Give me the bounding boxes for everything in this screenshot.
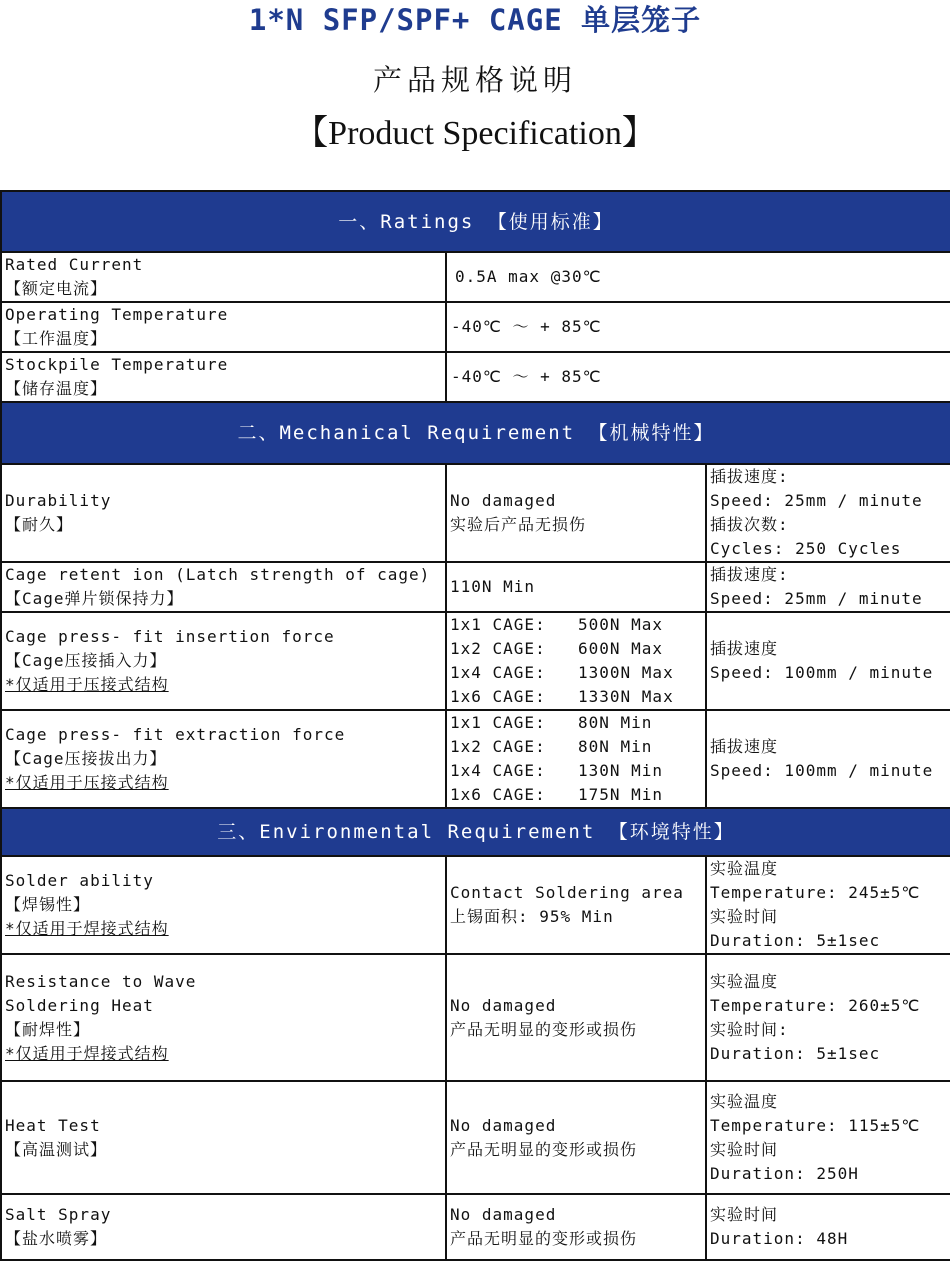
requirement-cell (446, 1081, 706, 1194)
table-row (1, 856, 950, 954)
condition-line: Temperature: 260±5℃ (710, 995, 921, 1015)
condition-cell (706, 464, 950, 562)
cage-requirement-line (450, 783, 705, 807)
requirement-cell (446, 562, 706, 612)
document-subtitle-en: 【Product Specification】 (294, 115, 656, 152)
cage-force: 600N Max (578, 639, 664, 658)
cage-size: 1x4 CAGE: (450, 761, 546, 780)
item-name-cn: 【耐焊性】 (5, 1019, 91, 1039)
condition-line: 实验时间: (710, 1019, 789, 1039)
table-row (1, 352, 950, 402)
table-row (1, 1194, 950, 1260)
cage-requirement-line (450, 661, 705, 685)
applicability-note: *仅适用于焊接式结构 (5, 1043, 169, 1063)
item-name-en: Cage press- fit insertion force (5, 627, 335, 646)
item-cell (1, 252, 446, 302)
condition-line: Speed: 100mm / minute (710, 761, 934, 780)
item-cell (1, 464, 446, 562)
requirement-line: 产品无明显的变形或损伤 (450, 1229, 638, 1248)
condition-line: Duration: 48H (710, 1229, 849, 1248)
cage-requirement-line (450, 637, 705, 661)
item-name-cn: 【储存温度】 (5, 379, 108, 398)
item-cell (1, 1081, 446, 1194)
table-row (1, 1081, 950, 1194)
condition-line: 插拔速度 (710, 737, 779, 756)
item-cell (1, 710, 446, 808)
applicability-note: *仅适用于压接式结构 (5, 773, 169, 792)
item-name-en: Resistance to Wave (5, 971, 197, 991)
table-row (1, 562, 950, 612)
cage-size: 1x4 CAGE: (450, 663, 546, 682)
condition-cell (706, 954, 950, 1081)
value-cell: 0.5A max @30℃ (446, 252, 950, 302)
cage-force: 80N Min (578, 713, 653, 732)
requirement-line: 110N Min (450, 577, 536, 596)
condition-line: 实验温度 (710, 971, 779, 991)
condition-line: 插拔速度: (710, 467, 789, 486)
condition-cell (706, 1194, 950, 1260)
item-cell (1, 562, 446, 612)
condition-line: 实验温度 (710, 1091, 779, 1111)
condition-line: 实验温度 (710, 859, 779, 878)
item-cell (1, 954, 446, 1081)
table-row (1, 710, 950, 808)
condition-line: Duration: 5±1sec (710, 1043, 881, 1063)
requirement-cell (446, 954, 706, 1081)
item-name-cn: 【工作温度】 (5, 329, 108, 348)
section-header-environmental (1, 808, 950, 856)
item-name-en: Durability (5, 491, 112, 510)
item-cell (1, 352, 446, 402)
cage-force: 130N Min (578, 761, 664, 780)
value-cell: -40℃ ～ + 85℃ (446, 302, 950, 352)
condition-line: Speed: 25mm / minute (710, 589, 923, 608)
item-name-cn: 【Cage压接拔出力】 (5, 749, 167, 768)
item-name-cn: 【Cage压接插入力】 (5, 651, 167, 670)
cage-size: 1x1 CAGE: (450, 615, 546, 634)
requirement-line: No damaged (450, 995, 557, 1015)
requirement-line: No damaged (450, 1115, 557, 1135)
requirement-cell (446, 1194, 706, 1260)
condition-cell (706, 612, 950, 710)
item-name-en: Stockpile Temperature (5, 355, 229, 374)
item-cell (1, 856, 446, 954)
item-name-en: Salt Spray (5, 1205, 112, 1224)
table-row (1, 464, 950, 562)
cage-requirement-line (450, 759, 705, 783)
table-row (1, 302, 950, 352)
item-name-cn: 【焊锡性】 (5, 895, 91, 914)
condition-line: Duration: 5±1sec (710, 931, 881, 950)
section-title: 三、Environmental Requirement 【环境特性】 (1, 808, 950, 856)
item-name-en: Heat Test (5, 1115, 101, 1135)
condition-line: 插拔速度 (710, 639, 779, 658)
requirement-cell (446, 710, 706, 808)
condition-cell (706, 856, 950, 954)
cage-force: 500N Max (578, 615, 664, 634)
item-name-cn: 【耐久】 (5, 515, 74, 534)
cage-force: 1330N Max (578, 687, 674, 706)
item-name-cn: 【高温测试】 (5, 1139, 108, 1159)
cage-size: 1x6 CAGE: (450, 687, 546, 706)
cage-size: 1x6 CAGE: (450, 785, 546, 804)
table-row (1, 954, 950, 1081)
requirement-line: 实验后产品无损伤 (450, 515, 587, 534)
requirement-cell (446, 464, 706, 562)
section-title: 一、Ratings 【使用标准】 (1, 191, 950, 252)
item-cell (1, 1194, 446, 1260)
item-name-en: Rated Current (5, 255, 144, 274)
item-name-cn: 【盐水喷雾】 (5, 1229, 108, 1248)
item-name-en: Cage press- fit extraction force (5, 725, 346, 744)
item-name-en: Operating Temperature (5, 305, 229, 324)
cage-size: 1x2 CAGE: (450, 639, 546, 658)
table-row (1, 612, 950, 710)
condition-line: 实验时间 (710, 1205, 779, 1224)
document-subtitle-cn: 产品规格说明 (372, 63, 577, 97)
cage-requirement-line (450, 613, 705, 637)
item-cell (1, 302, 446, 352)
condition-line: 插拔速度: (710, 565, 789, 584)
item-name-en: Soldering Heat (5, 995, 154, 1015)
cage-requirement-line (450, 735, 705, 759)
cage-force: 175N Min (578, 785, 664, 804)
condition-line: Temperature: 245±5℃ (710, 883, 921, 902)
cage-requirement-line (450, 711, 705, 735)
cage-requirement-line (450, 685, 705, 709)
condition-line: 实验时间 (710, 1139, 779, 1159)
requirement-line: Contact Soldering area (450, 883, 684, 902)
cage-force: 80N Min (578, 737, 653, 756)
item-name-cn: 【额定电流】 (5, 279, 108, 298)
value-cell: -40℃ ～ + 85℃ (446, 352, 950, 402)
cage-force: 1300N Max (578, 663, 674, 682)
applicability-note: *仅适用于焊接式结构 (5, 919, 169, 938)
table-row (1, 252, 950, 302)
condition-line: Temperature: 115±5℃ (710, 1115, 921, 1135)
cage-size: 1x2 CAGE: (450, 737, 546, 756)
requirement-line: 上锡面积: 95% Min (450, 907, 614, 926)
requirement-line: No damaged (450, 491, 557, 510)
condition-line: 插拔次数: (710, 515, 789, 534)
condition-line: Duration: 250H (710, 1163, 859, 1183)
condition-cell (706, 710, 950, 808)
condition-cell (706, 562, 950, 612)
section-title: 二、Mechanical Requirement 【机械特性】 (1, 402, 950, 464)
item-cell (1, 612, 446, 710)
requirement-line: No damaged (450, 1205, 557, 1224)
condition-line: Cycles: 250 Cycles (710, 539, 902, 558)
requirement-line: 产品无明显的变形或损伤 (450, 1139, 638, 1159)
condition-cell (706, 1081, 950, 1194)
item-name-en: Solder ability (5, 871, 154, 890)
item-name-cn: 【Cage弹片锁保持力】 (5, 589, 184, 608)
specification-table (0, 190, 950, 1261)
requirement-line: 产品无明显的变形或损伤 (450, 1019, 638, 1039)
condition-line: Speed: 25mm / minute (710, 491, 923, 510)
condition-line: Speed: 100mm / minute (710, 663, 934, 682)
document-title: 1*N SFP/SPF+ CAGE 单层笼子 (248, 3, 702, 37)
section-header-mechanical (1, 402, 950, 464)
applicability-note: *仅适用于压接式结构 (5, 675, 169, 694)
requirement-cell (446, 612, 706, 710)
requirement-cell (446, 856, 706, 954)
section-header-ratings (1, 191, 950, 252)
item-name-en: Cage retent ion (Latch strength of cage) (5, 565, 431, 584)
cage-size: 1x1 CAGE: (450, 713, 546, 732)
condition-line: 实验时间 (710, 907, 779, 926)
